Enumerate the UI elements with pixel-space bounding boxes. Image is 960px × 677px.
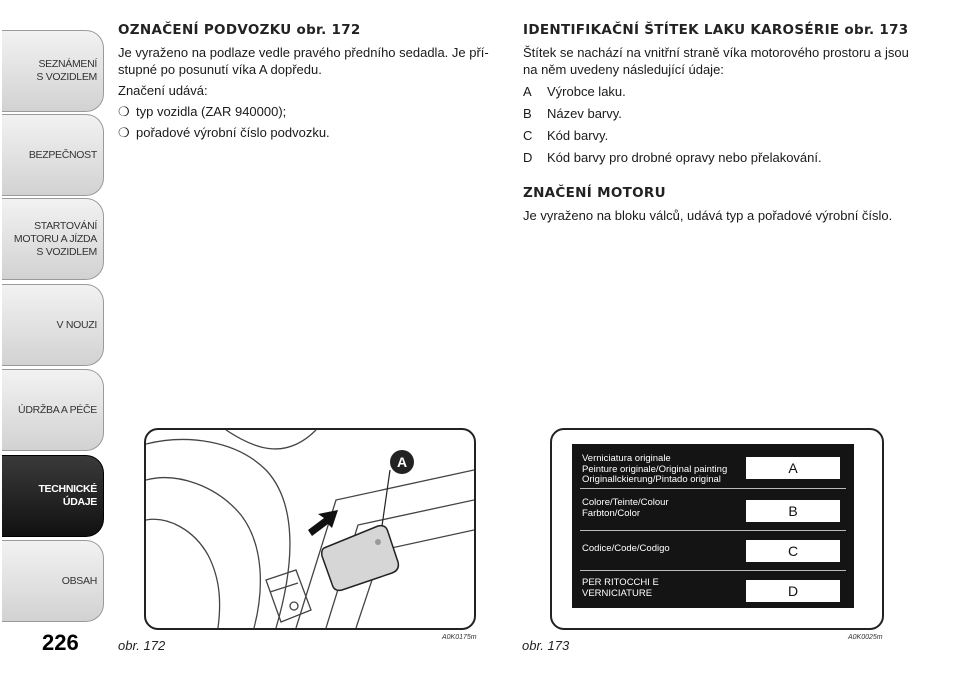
bullet-icon: ❍ [118, 104, 130, 119]
tab-bezpecnost[interactable]: BEZPEČNOST [2, 114, 104, 196]
heading-paint-label: IDENTIFIKAČNÍ ŠTÍTEK LAKU KAROSÉRIE obr. 173 [523, 22, 909, 38]
item-text: Výrobce laku. [547, 84, 626, 99]
list-item [118, 124, 502, 141]
chapter-sidebar [0, 0, 104, 677]
heading-chassis-marking: OZNAČENÍ PODVOZKU obr. 172 [118, 22, 361, 38]
tab-seznameni[interactable]: SEZNÁMENÍ S VOZIDLEM [2, 30, 104, 112]
heading-engine-marking: ZNAČENÍ MOTORU [523, 185, 666, 201]
tab-obsah[interactable]: OBSAH [2, 540, 104, 622]
item-text: Název barvy. [547, 106, 622, 121]
plate-row-label: PER RITOCCHI E VERNICIATURE [582, 577, 659, 599]
list-item [523, 105, 915, 122]
marker-a-label: A [396, 454, 408, 470]
page-number: 226 [42, 630, 79, 655]
paint-label-paragraph: Štítek se nachází na vnitřní straně víka motorového prostoru a jsou na něm uvedeny následující údaje: [523, 45, 909, 77]
figure-173-caption: obr. 173 [522, 638, 570, 653]
list-item [523, 149, 915, 166]
figure-172-code: A0K0175m [442, 634, 477, 641]
chassis-intro: Značení udává: [118, 83, 208, 98]
tab-startovani[interactable]: STARTOVÁNÍ MOTORU A JÍZDA S VOZIDLEM [2, 198, 104, 280]
plate-row-b [572, 494, 854, 530]
plate-box-c: C [746, 540, 840, 562]
right-column [523, 22, 915, 228]
plate-row-c [572, 534, 854, 570]
engine-paragraph: Je vyraženo na bloku válců, udává typ a pořadové výrobní číslo. [523, 208, 893, 223]
tab-technicke-udaje[interactable]: TECHNICKÉ ÚDAJE [2, 455, 104, 537]
tab-v-nouzi[interactable]: V NOUZI [2, 284, 104, 366]
item-letter: D [523, 150, 533, 165]
item-letter: A [523, 84, 532, 99]
plate-row-a [572, 450, 854, 486]
figure-173-code: A0K0025m [848, 634, 883, 641]
plate-box-b: B [746, 500, 840, 522]
bullet-text: pořadové výrobní číslo podvozku. [136, 125, 330, 140]
item-letter: C [523, 128, 533, 143]
plate-box-d: D [746, 580, 840, 602]
tab-udrzba[interactable]: ÚDRŽBA A PÉČE [2, 369, 104, 451]
arrow-icon [308, 510, 338, 536]
bullet-text: typ vozidla (ZAR 940000); [136, 104, 287, 119]
plate-box-a: A [746, 457, 840, 479]
paint-label-plate [572, 444, 854, 608]
list-item [523, 83, 915, 100]
figure-173 [550, 428, 884, 630]
list-item [523, 127, 915, 144]
item-text: Kód barvy. [547, 128, 609, 143]
left-column [118, 22, 502, 145]
item-letter: B [523, 106, 532, 121]
chassis-paragraph: Je vyraženo na podlaze vedle pravého předního sedadla. Je pří-stupné po posunutí víka A dopředu. [118, 45, 489, 77]
hatch-cover [322, 526, 399, 591]
plate-row-label: Colore/Teinte/Colour Farbton/Color [582, 497, 669, 519]
plate-row-label: Codice/Code/Codigo [582, 543, 670, 554]
plate-row-d [572, 574, 854, 608]
list-item [118, 103, 502, 120]
bullet-icon: ❍ [118, 125, 130, 140]
plate-row-label: Verniciatura originale Peinture originale/Original painting Originallckierung/Pintado original [582, 453, 728, 485]
seat-floor-illustration [146, 430, 474, 628]
figure-172-caption: obr. 172 [118, 638, 166, 653]
figure-172 [144, 428, 476, 630]
item-text: Kód barvy pro drobné opravy nebo přelakování. [547, 150, 822, 165]
